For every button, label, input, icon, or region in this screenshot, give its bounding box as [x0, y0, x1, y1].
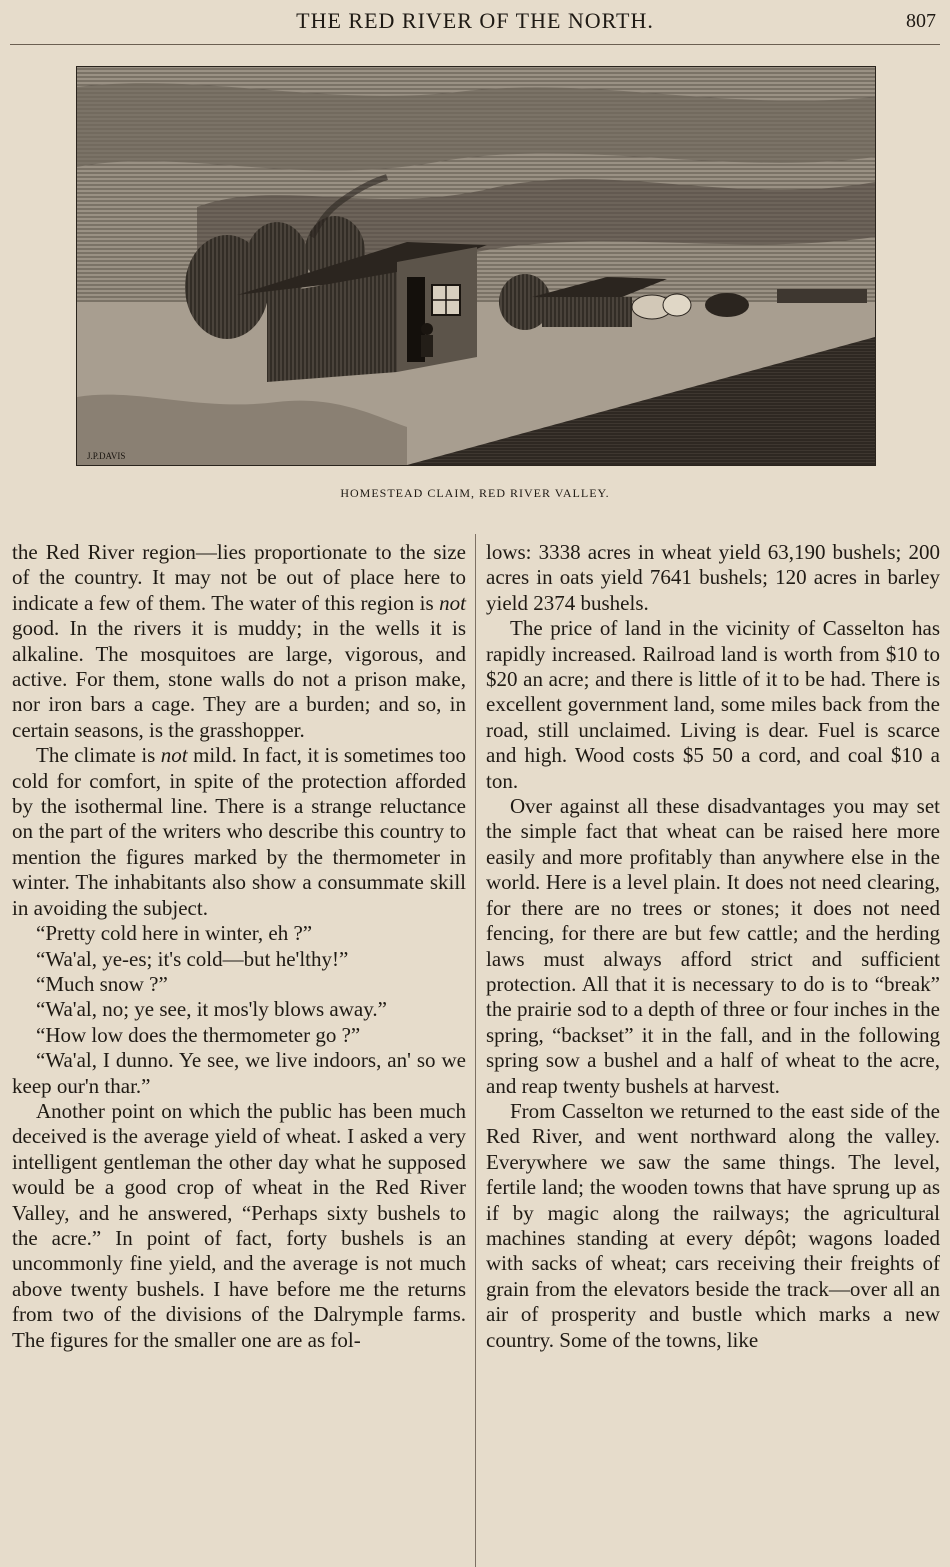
dialogue-line: “Wa'al, I dunno. Ye see, we live indoors, an' so we keep our'n thar.”: [12, 1048, 466, 1098]
dialogue-line: “Wa'al, no; ye see, it mos'ly blows away.”: [36, 997, 387, 1022]
paragraph: the Red River region—lies proportionate to the size of the country. It may not be out of place here to indicate a few of them. The water of this region is not good. In the rivers it is muddy; in the wells it is alkaline. The mosquitoes are large, vigorous, and active. For them, stone walls do not a prison make, nor iron bars a cage. They are a burden; and so, in certain seasons, is the grasshopper.: [12, 540, 466, 742]
dialogue-line: “Much snow ?”: [36, 971, 168, 996]
paragraph: Another point on which the public has been much deceived is the average yield of wheat. I asked a very intelligent gentleman the other day what he supposed would be a good crop of wheat in the Red River Valley, and he answered, “Perhaps sixty bushels to the acre.” In point of fact, forty bushels is an uncommonly fine yield, and the average is not much above twenty bushels. I have before me the returns from two of the divisions of the Dalrymple farms. The figures for the smaller one are as fol-: [12, 1098, 466, 1352]
paragraph: The climate is not mild. In fact, it is sometimes too cold for comfort, in spite of the protection afforded by the isothermal line. There is a strange reluctance on the part of the writers who describe this country to mention the figures marked by the thermometer in winter. The inhabitants also show a consummate skill in avoiding the subject.: [12, 743, 466, 920]
running-title: THE RED RIVER OF THE NORTH.: [296, 8, 654, 33]
dialogue-line: “How low does the thermometer go ?”: [36, 1022, 361, 1047]
distant-trees: [777, 289, 867, 303]
dialogue-line: “Wa'al, ye-es; it's cold—but he'lthy!”: [36, 946, 349, 971]
second-cabin: [542, 297, 632, 327]
engraving-drawing: [77, 67, 875, 465]
dialogue-line: “Pretty cold here in winter, eh ?”: [36, 921, 313, 946]
paragraph: From Casselton we returned to the east side of the Red River, and went northward along the valley. Everywhere we saw the same things. The level, fertile land; the wooden towns that have sprung up as if by magic along the railways; the agricultural machines standing at every dépôt; wagons loaded with sacks of wheat; cars receiving their freights of grain from the elevators beside the track—over all an air of prosperity and bustle which marks a new country. Some of the towns, like: [486, 1098, 940, 1352]
left-column: [12, 540, 466, 1353]
right-column: [486, 540, 940, 1353]
running-header: [10, 8, 940, 42]
artist-signature: J.P.DAVIS: [87, 451, 126, 461]
engraving-homestead-claim: [76, 66, 876, 466]
paragraph: Over against all these disadvantages you may set the simple fact that wheat can be raised here more easily and more profitably than anywhere else in the world. Here is a level plain. It does not need clearing, for there are no trees or stones; it does not need fencing, for there are but few cattle; and the herding laws must always afford strict and sufficient protection. All that it is necessary to do is to “break” the prairie sod to a depth of three or four inches in the spring, “backset” it in the fall, and in the following spring sow a bushel and a half of wheat to the acre, and reap twenty bushels at harvest.: [486, 794, 940, 1098]
page-number: 807: [906, 10, 936, 32]
paragraph: The price of land in the vicinity of Casselton has rapidly increased. Railroad land is worth from $10 to $20 an acre; and there is little of it to be had. There is excellent government land, some miles back from the road, still unclaimed. Living is dear. Fuel is scarce and high. Wood costs $5 50 a cord, and coal $10 a ton.: [486, 616, 940, 793]
header-rule: [10, 44, 940, 45]
figure-caption: HOMESTEAD CLAIM, RED RIVER VALLEY.: [340, 486, 610, 500]
horse: [705, 293, 749, 317]
paragraph: lows: 3338 acres in wheat yield 63,190 bushels; 200 acres in oats yield 7641 bushels; 120 acres in barley yield 2374 bushels.: [486, 540, 940, 615]
cow: [663, 294, 691, 316]
column-divider: [475, 534, 476, 1567]
settler-figure: [421, 323, 433, 335]
